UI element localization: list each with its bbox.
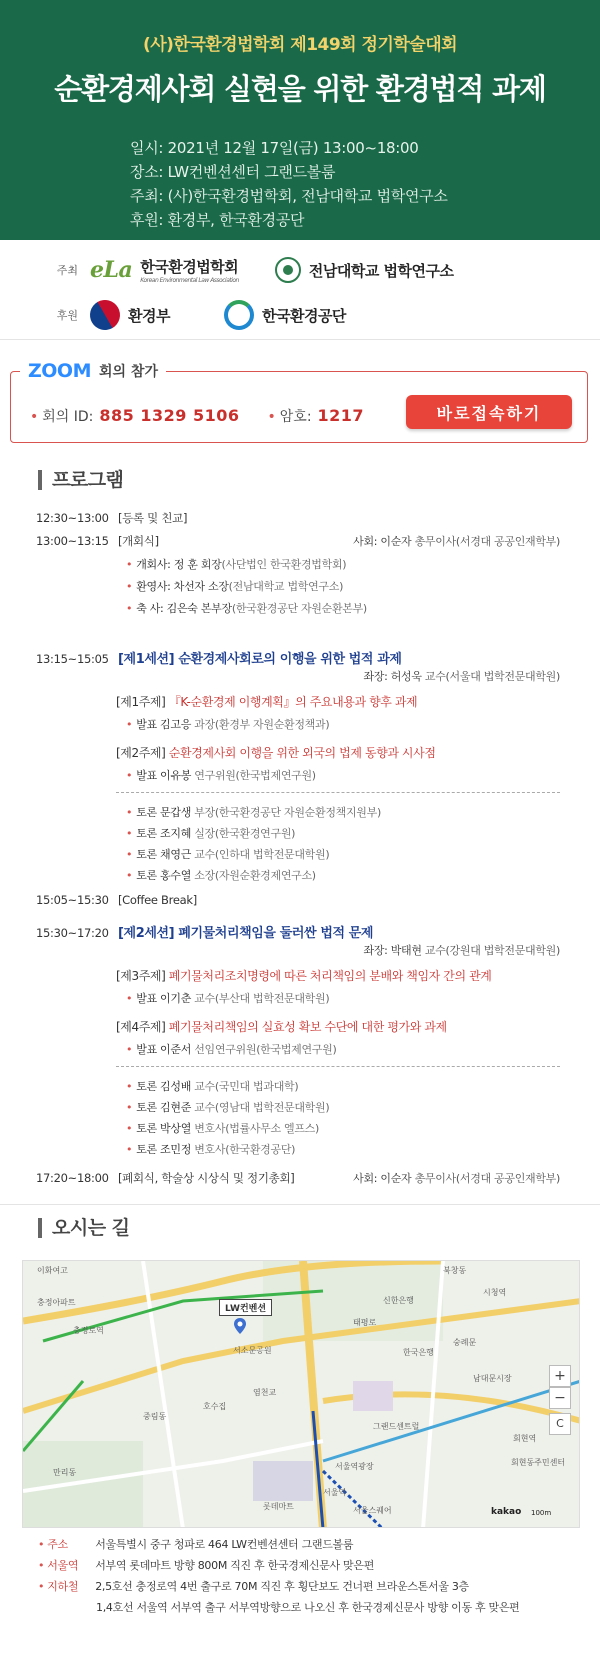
welcome-speaker: • 환영사: 차선자 소장(전남대학교 법학연구소) — [126, 580, 344, 593]
opening-chair: 사회: 이순자 총무이사(서경대 공공인재학부) — [353, 535, 560, 548]
bullet-icon: • — [126, 769, 133, 782]
zoom-credentials — [30, 406, 364, 426]
map-roads — [23, 1261, 580, 1528]
discussant: • 토론 박상열 변호사(법률사무소 엘프스) — [126, 1122, 319, 1135]
government-emblem-icon — [85, 295, 126, 336]
event-sponsor: 후원: 환경부, 한국환경공단 — [130, 211, 305, 229]
topic2-presenter: • 발표 이유봉 연구위원(한국법제연구원) — [126, 769, 316, 782]
bullet-icon: • — [30, 409, 39, 425]
event-venue: 장소: LW컨벤션센터 그랜드볼룸 — [130, 163, 336, 181]
map-reset-button[interactable]: C — [549, 1413, 571, 1435]
kela-name: 한국환경법학회 — [140, 258, 239, 276]
congrats-speaker: • 축 사: 김은숙 본부장(한국환경공단 자원순환본부) — [126, 602, 367, 615]
bullet-icon: • — [126, 1122, 133, 1135]
topic1-presenter: • 발표 김고응 과장(환경부 자원순환정책과) — [126, 718, 330, 731]
bullet-icon: • — [126, 848, 133, 861]
kakao-logo: kakao — [491, 1507, 522, 1517]
meeting-id: 885 1329 5106 — [99, 406, 240, 425]
bullet-icon: • — [126, 1080, 133, 1093]
topic2: [제2주제] 순환경제사회 이행을 위한 외국의 법제 동향과 시사점 — [116, 746, 436, 760]
discussant: • 토론 김현준 교수(영남대 법학전문대학원) — [126, 1101, 330, 1114]
passcode-label: 암호: — [279, 409, 312, 425]
logo-me — [90, 300, 170, 330]
bullet-icon: • — [126, 1043, 133, 1056]
bullet-icon: • — [126, 602, 133, 615]
opening-speaker: • 개회사: 정 훈 회장(사단법인 한국환경법학회) — [126, 558, 347, 571]
session2-chair: 좌장: 박태현 교수(강원대 법학전문대학원) — [363, 944, 560, 957]
event-title: 순환경제사회 실현을 위한 환경법적 과제 — [54, 72, 546, 106]
zoom-in-button[interactable]: + — [549, 1365, 571, 1387]
closing-chair: 사회: 이순자 총무이사(서경대 공공인재학부) — [353, 1172, 560, 1185]
bullet-icon: • — [126, 558, 133, 571]
subway-line-2: 1,4호선 서울역 서부역 출구 서부역방향으로 나오신 후 한국경제신문사 방향 이동 후 맞은편 — [96, 1601, 520, 1614]
event-subtitle: (사)한국환경법학회 제149회 정기학술대회 — [142, 35, 458, 55]
event-date: 일시: 2021년 12월 17일(금) 13:00~18:00 — [130, 139, 419, 157]
meeting-id-label: 회의 ID: — [42, 409, 94, 425]
bullet-icon: • — [126, 1101, 133, 1114]
discussant: • 토론 조지혜 실장(한국환경연구원) — [126, 827, 296, 840]
section-divider — [0, 1204, 600, 1205]
keco-emblem-icon — [224, 300, 254, 330]
session2-row: 15:30~17:20 [제2세션] 폐기물처리책임을 둘러싼 법적 문제 — [36, 926, 374, 941]
location-pin-icon[interactable] — [231, 1317, 249, 1335]
jnu-emblem-icon — [275, 257, 301, 283]
logo-kela — [90, 256, 239, 284]
zoom-logo-icon: ZOOM — [28, 360, 91, 382]
bullet-icon: • — [38, 1580, 45, 1593]
bullet-icon: • — [38, 1538, 45, 1551]
topic3-presenter: • 발표 이기춘 교수(부산대 법학전문대학원) — [126, 992, 330, 1005]
subway-line: • 지하철 2,5호선 충정로역 4번 출구로 70M 직진 후 횡단보도 건너편 브라운스톤서울 3층 — [38, 1580, 469, 1593]
bullet-icon: • — [38, 1559, 45, 1572]
bullet-icon: • — [126, 869, 133, 882]
divider — [116, 792, 560, 793]
bullet-icon: • — [126, 806, 133, 819]
session1-row: 13:15~15:05 [제1세션] 순환경제사회로의 이행을 위한 법적 과제 — [36, 652, 402, 667]
program-title: 프로그램 — [38, 470, 123, 490]
location-map[interactable]: 이화여고 충정로역 서울역 숭례문 남대문시장 회현역 중림동 서소문공원 염천교 롯데마트 서울스퀘어 신한은행 한국은행 태평로 만리동 충정아파트 호수집 북창동 회현동주민센터 시청역 그랜드센트럴 서울역광장 LW컨벤션 + − C kakao 100m — [22, 1260, 580, 1528]
topic4-presenter: • 발표 이준서 선임연구위원(한국법제연구원) — [126, 1043, 337, 1056]
logo-jnu — [275, 257, 454, 283]
opening-row: 13:00~13:15 [개회식] — [36, 534, 159, 548]
session1-title: [제1세션] 순환경제사회로의 이행을 위한 법적 과제 — [118, 652, 402, 667]
keco-name: 한국환경공단 — [261, 306, 346, 325]
host-logos — [0, 256, 490, 284]
sponsor-label: 후원 — [56, 309, 78, 322]
event-host: 주최: (사)한국환경법학회, 전남대학교 법학연구소 — [130, 187, 448, 205]
sponsor-logos — [0, 300, 382, 330]
logo-section — [0, 240, 600, 340]
event-info — [130, 136, 600, 232]
map-scale: 100m — [531, 1509, 552, 1517]
kela-english: Korean Environmental Law Association — [140, 277, 239, 284]
session1-chair: 좌장: 허성욱 교수(서울대 법학전문대학원) — [363, 670, 560, 683]
session2-title: [제2세션] 폐기물처리책임을 둘러싼 법적 문제 — [118, 926, 374, 941]
discussant: • 토론 문갑생 부장(한국환경공단 자원순환정책지원부) — [126, 806, 381, 819]
topic3: [제3주제] 폐기물처리조치명령에 따른 처리책임의 분배와 책임자 간의 관계 — [116, 969, 492, 983]
directions-title: 오시는 길 — [38, 1218, 130, 1238]
zoom-out-button[interactable]: − — [549, 1387, 571, 1409]
logo-keco — [224, 300, 346, 330]
coffee-break-row: 15:05~15:30 [Coffee Break] — [36, 893, 197, 907]
registration-row: 12:30~13:00 [등록 및 친교] — [36, 511, 188, 525]
topic1: [제1주제] 『K-순환경제 이행계획』의 주요내용과 향후 과제 — [116, 695, 418, 709]
topic4: [제4주제] 폐기물처리책임의 실효성 확보 수단에 대한 평가와 과제 — [116, 1020, 447, 1034]
bullet-icon: • — [126, 827, 133, 840]
jnu-name: 전남대학교 법학연구소 — [308, 261, 454, 280]
join-zoom-button[interactable]: 바로접속하기 — [406, 395, 572, 429]
bullet-icon: • — [267, 409, 276, 425]
bullet-icon: • — [126, 1143, 133, 1156]
host-label: 주최 — [56, 264, 78, 277]
ela-logo-icon: eLa — [90, 257, 133, 283]
zoom-title: 회의 참가 — [99, 364, 158, 380]
closing-row: 17:20~18:00 [폐회식, 학술상 시상식 및 정기총회] — [36, 1171, 295, 1185]
seoul-station-line: • 서울역 서부역 롯데마트 방향 800M 직진 후 한국경제신문사 맞은편 — [38, 1559, 375, 1572]
discussant: • 토론 조민정 변호사(한국환경공단) — [126, 1143, 296, 1156]
me-name: 환경부 — [128, 306, 170, 325]
discussant: • 토론 김성배 교수(국민대 법과대학) — [126, 1080, 299, 1093]
passcode: 1217 — [317, 406, 365, 425]
discussant: • 토론 채영근 교수(인하대 법학전문대학원) — [126, 848, 330, 861]
address-line: • 주소 서울특별시 중구 청파로 464 LW컨벤션센터 그랜드볼룸 — [38, 1538, 354, 1551]
bullet-icon: • — [126, 580, 133, 593]
bullet-icon: • — [126, 718, 133, 731]
venue-marker-label: LW컨벤션 — [219, 1299, 272, 1316]
divider — [116, 1066, 560, 1067]
zoom-header — [20, 360, 166, 382]
bullet-icon: • — [126, 992, 133, 1005]
hero-banner — [0, 0, 600, 240]
discussant: • 토론 홍수열 소장(자원순환경제연구소) — [126, 869, 316, 882]
